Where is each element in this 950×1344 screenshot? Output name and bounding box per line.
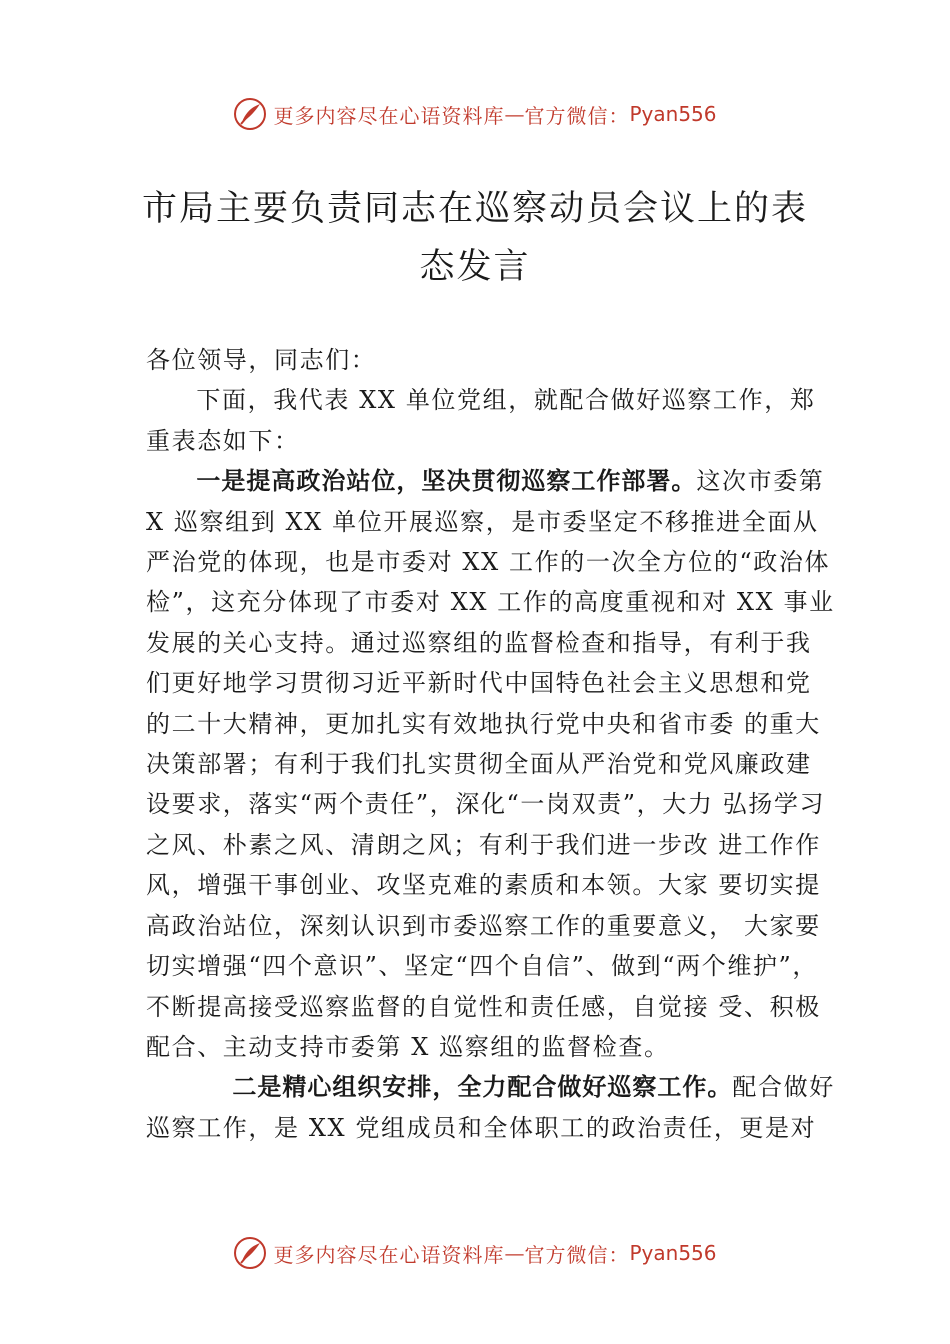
footer-watermark [0, 1233, 950, 1273]
watermark-dash: — [504, 1241, 525, 1265]
document-title [100, 180, 850, 296]
watermark-wechat-label: 官方微信： [524, 1242, 630, 1267]
section-2-heading: 二是精心组织安排，全力配合做好巡察工作。 [232, 1073, 733, 1102]
quill-logo-icon [233, 97, 267, 131]
section-2-paragraph [146, 1067, 836, 1148]
watermark-site-text: 更多内容尽在心语资料库 [273, 103, 505, 128]
section-1-paragraph [146, 461, 836, 1067]
section-1-heading: 一是提高政治站位，坚决贯彻巡察工作部署。 [196, 467, 697, 496]
watermark-wechat-label: 官方微信： [524, 103, 630, 128]
watermark-wechat-id: Pyan556 [629, 102, 717, 126]
watermark-site-text: 更多内容尽在心语资料库 [273, 1242, 505, 1267]
quill-logo-icon [233, 1236, 267, 1270]
document-body [146, 340, 836, 1148]
watermark-dash: — [504, 102, 525, 126]
section-2-body: 配合做好巡察工作，是 XX 党组成员和全体职工的政治责任，更是对 [146, 1073, 835, 1142]
section-1-body: 这次市委第 X 巡察组到 XX 单位开展巡察，是市委坚定不移推进全面从严治党的体现，也是市委对 XX 工作的一次全方位的“政治体检”，这充分体现了市委对 XX 工作的高度重视和对 XX 事业发展的关心支持。通过巡察组的监督检查和指导，有利于我们更好地学习贯彻习近平新时代中国特色社会主义思想和党的二十大精神，更加扎实有效地执行党中央和省市委 的重大决策部署；有利于我们扎实贯彻全面从严治党和党风廉政建设要求，落实“两个责任”，深化“一岗双责”，大力 弘扬学习之风、朴素之风、清朗之风；有利于我们进一步改 进工作作风，增强干事创业、攻坚克难的素质和本领。大家 要切实提高政治站位，深刻认识到市委巡察工作的重要意义， 大家要切实增强“四个意识”、坚定“四个自信”、做到“两个维护”，不断提高接受巡察监督的自觉性和责任感，自觉接 受、积极配合、主动支持市委第 X 巡察组的监督检查。 [146, 467, 835, 1061]
title-line-1: 市局主要负责同志在巡察动员会议上的表 [141, 189, 808, 229]
watermark-wechat-id: Pyan556 [629, 1241, 717, 1265]
header-watermark [0, 94, 950, 134]
intro-paragraph: 下面，我代表 XX 单位党组，就配合做好巡察工作，郑重表态如下： [146, 386, 816, 455]
title-line-2: 态发言 [419, 247, 531, 287]
greeting: 各位领导，同志们： [146, 346, 377, 374]
